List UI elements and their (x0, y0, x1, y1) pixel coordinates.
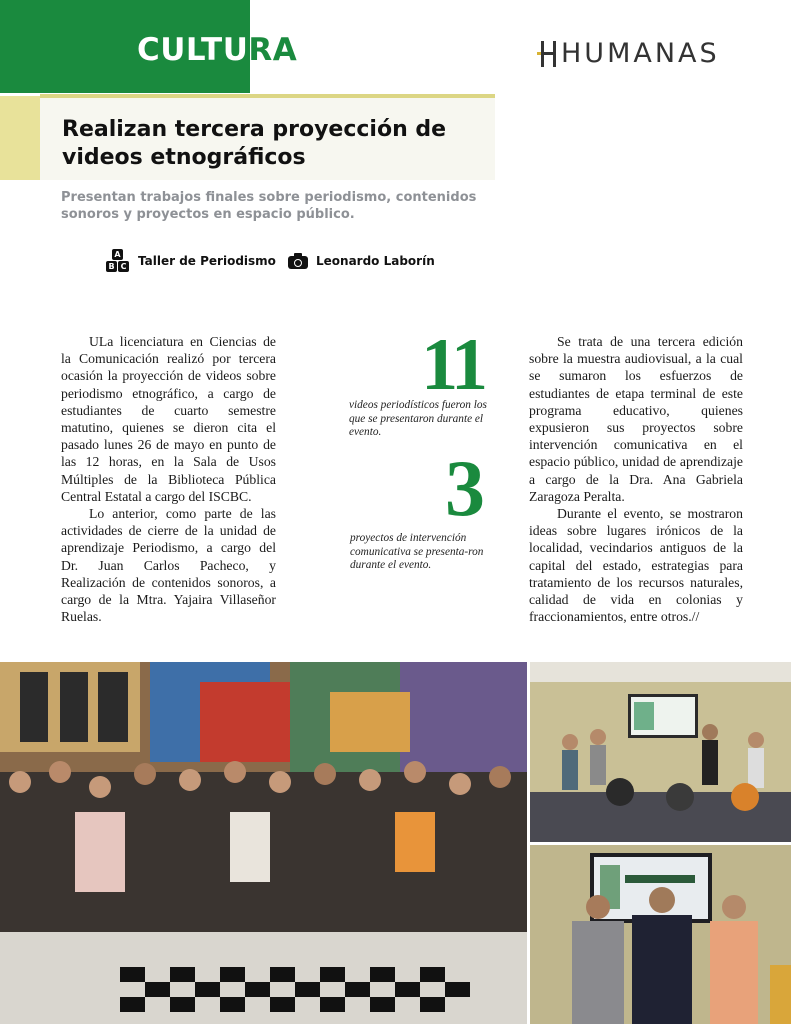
stat-number: 3 (445, 445, 485, 533)
photographer-name: Leonardo Laborín (316, 254, 435, 268)
headline-accent-bar (0, 96, 40, 180)
photo-credit (288, 250, 435, 272)
camera-icon (288, 253, 308, 269)
article-title: Realizan tercera proyección de videos etnográficos (62, 117, 447, 170)
stat-caption: videos periodísticos fueron los que se presentaron durante el evento. (349, 399, 487, 438)
section-label: CULTURA (137, 32, 298, 68)
body-column-left (61, 333, 276, 625)
abc-icon: A B C (106, 249, 130, 273)
body-paragraph: Se trata de una tercera edición sobre la muestra audiovisual, a la cual se sumaron los esfuerzos de estudiantes de etapa terminal de este programa educativo, quienes expusieron sus proyectos sobre intervención comunicativa en el espacio público, unidad de aprendizaje a cargo de la Dra. Ana Gabriela Zaragoza Peralta. (529, 334, 743, 504)
body-paragraph: Durante el evento, se mostraron ideas sobre lugares irónicos de la localidad, vecindarios antiguos de la capital del estado, estrategias para tratamiento de los recursos naturales, calidad de vida en colonias y fraccionamientos, entre otros.// (529, 506, 743, 625)
speakers-photo (530, 845, 791, 1024)
body-paragraph: ULa licenciatura en Ciencias de la Comunicación realizó por tercera ocasión la proyección de videos sobre periodismo etnográfico, a cargo de estudiantes de cuarto semestre matutino, quienes se dieron cita el pasado lunes 26 de mayo en punto de las 12 horas, en la Sala de Usos Múltiples de la Biblioteca Pública Central Estatal a cargo del ISCBC. (61, 334, 276, 504)
brand-logo-icon (537, 41, 561, 67)
author-name: Taller de Periodismo (138, 254, 276, 268)
stat-caption: proyectos de intervención comunicativa se presenta-ron durante el evento. (350, 532, 484, 571)
author-credit (106, 250, 276, 272)
stat-number: 11 (421, 324, 485, 406)
brand-logo (537, 38, 737, 72)
article-subtitle: Presentan trabajos finales sobre periodismo, contenidos sonoros y proyectos en espacio público. (61, 190, 477, 222)
body-column-right (529, 333, 743, 625)
presentation-photo (530, 662, 791, 842)
body-paragraph: Lo anterior, como parte de las actividades de cierre de la unidad de aprendizaje Periodismo, a cargo del Dr. Juan Carlos Pacheco, y Realización de contenidos sonoros, a cargo de la Mtra. Yajaira Villaseñor Ruelas. (61, 506, 276, 625)
group-photo (0, 662, 527, 1024)
brand-name: HUMANAS (561, 38, 720, 69)
